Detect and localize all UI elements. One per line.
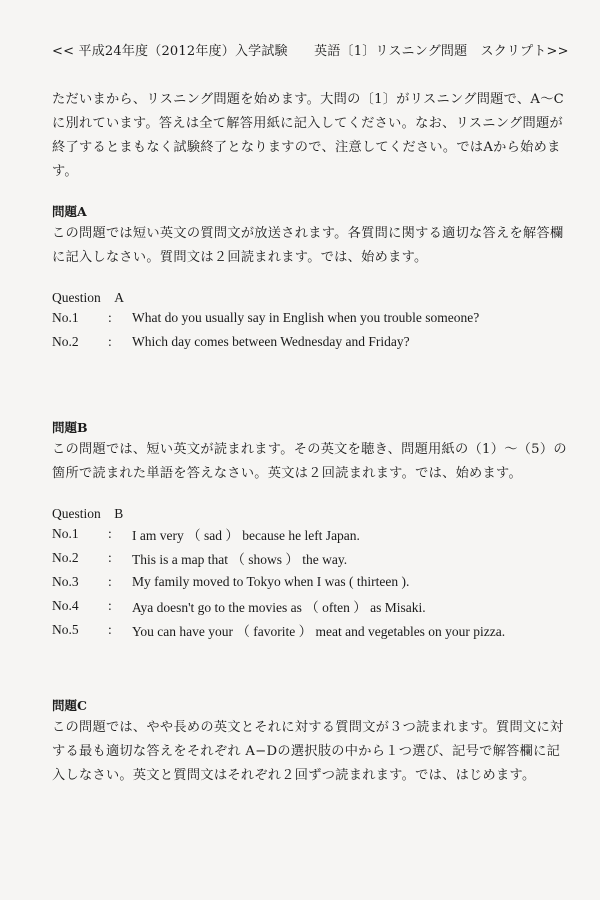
answer-blank: ( thirteen ) [349, 574, 407, 589]
question-b-item [52, 570, 582, 594]
question-b-item [52, 594, 582, 618]
item-number: No.2 [52, 550, 79, 565]
question-b-item [52, 522, 582, 546]
item-text [132, 596, 582, 616]
item-text [132, 620, 582, 640]
item-colon: : [108, 598, 112, 613]
item-text-before: Aya doesn't go to the movies as [132, 600, 302, 615]
item-text [132, 548, 582, 568]
item-text-after: the way. [302, 552, 348, 567]
item-text-after: meat and vegetables on your pizza. [315, 624, 506, 639]
item-number: No.3 [52, 574, 79, 589]
answer-blank: （ shows ） [231, 552, 299, 567]
item-text [132, 524, 582, 544]
answer-blank: （ favorite ） [236, 624, 313, 639]
item-number: No.2 [52, 334, 79, 349]
item-colon: : [108, 622, 112, 637]
question-a-list [52, 306, 582, 354]
item-text: What do you usually say in English when you trouble someone? [132, 310, 480, 325]
item-text [132, 574, 582, 590]
item-number: No.5 [52, 622, 79, 637]
section-c-instructions: この問題では、やや長めの英文とそれに対する質問文が３つ読まれます。質問文に対する最も適切な答えをそれぞれ A−Dの選択肢の中から１つ選び、記号で解答欄に記入しなさい。英文と質問文はそれぞれ２回ずつ読まれます。では、はじめます。 [52, 720, 564, 783]
answer-blank: （ sad ） [187, 528, 239, 543]
question-b-title: Question B [52, 506, 124, 521]
question-a-title: Question A [52, 290, 124, 305]
item-text: Which day comes between Wednesday and Friday? [132, 334, 410, 349]
section-c-heading: 問題C [52, 698, 87, 713]
item-text-before: My family moved to Tokyo when I was [132, 574, 346, 589]
item-text-after: . [406, 574, 410, 589]
item-number: No.4 [52, 598, 79, 613]
item-number: No.1 [52, 526, 79, 541]
item-text-after: as Misaki. [370, 600, 426, 615]
item-colon: : [108, 574, 112, 589]
question-b-item [52, 618, 582, 642]
question-b-list [52, 522, 582, 642]
item-colon: : [108, 334, 112, 349]
answer-blank: （ often ） [305, 600, 367, 615]
question-a-item [52, 330, 582, 354]
question-b-item [52, 546, 582, 570]
item-text-before: You can have your [132, 624, 233, 639]
question-a-item [52, 306, 582, 330]
item-colon: : [108, 526, 112, 541]
item-text-before: This is a map that [132, 552, 228, 567]
section-a-heading: 問題A [52, 204, 87, 219]
item-text-after: because he left Japan. [242, 528, 360, 543]
page-header: << 平成24年度（2012年度）入学試験 英語〔1〕リスニング問題 スクリプト>> [52, 44, 569, 59]
section-a-instructions: この問題では短い英文の質問文が放送されます。各質問に関する適切な答えを解答欄に記入しなさい。質問文は２回読まれます。では、始めます。 [52, 226, 564, 265]
item-text-before: I am very [132, 528, 184, 543]
section-b-instructions: この問題では、短い英文が読まれます。その英文を聴き、問題用紙の（1）〜（5）の箇所で読まれた単語を答えなさい。英文は２回読まれます。では、始めます。 [52, 442, 567, 481]
item-colon: : [108, 310, 112, 325]
item-number: No.1 [52, 310, 79, 325]
item-colon: : [108, 550, 112, 565]
section-b-heading: 問題B [52, 420, 88, 435]
intro-paragraph: ただいまから、リスニング問題を始めます。大問の〔1〕がリスニング問題で、A〜Cに別れています。答えは全て解答用紙に記入してください。なお、リスニング問題が終了するとまもなく試験終了となりますので、注意してください。ではAから始めます。 [52, 92, 565, 179]
